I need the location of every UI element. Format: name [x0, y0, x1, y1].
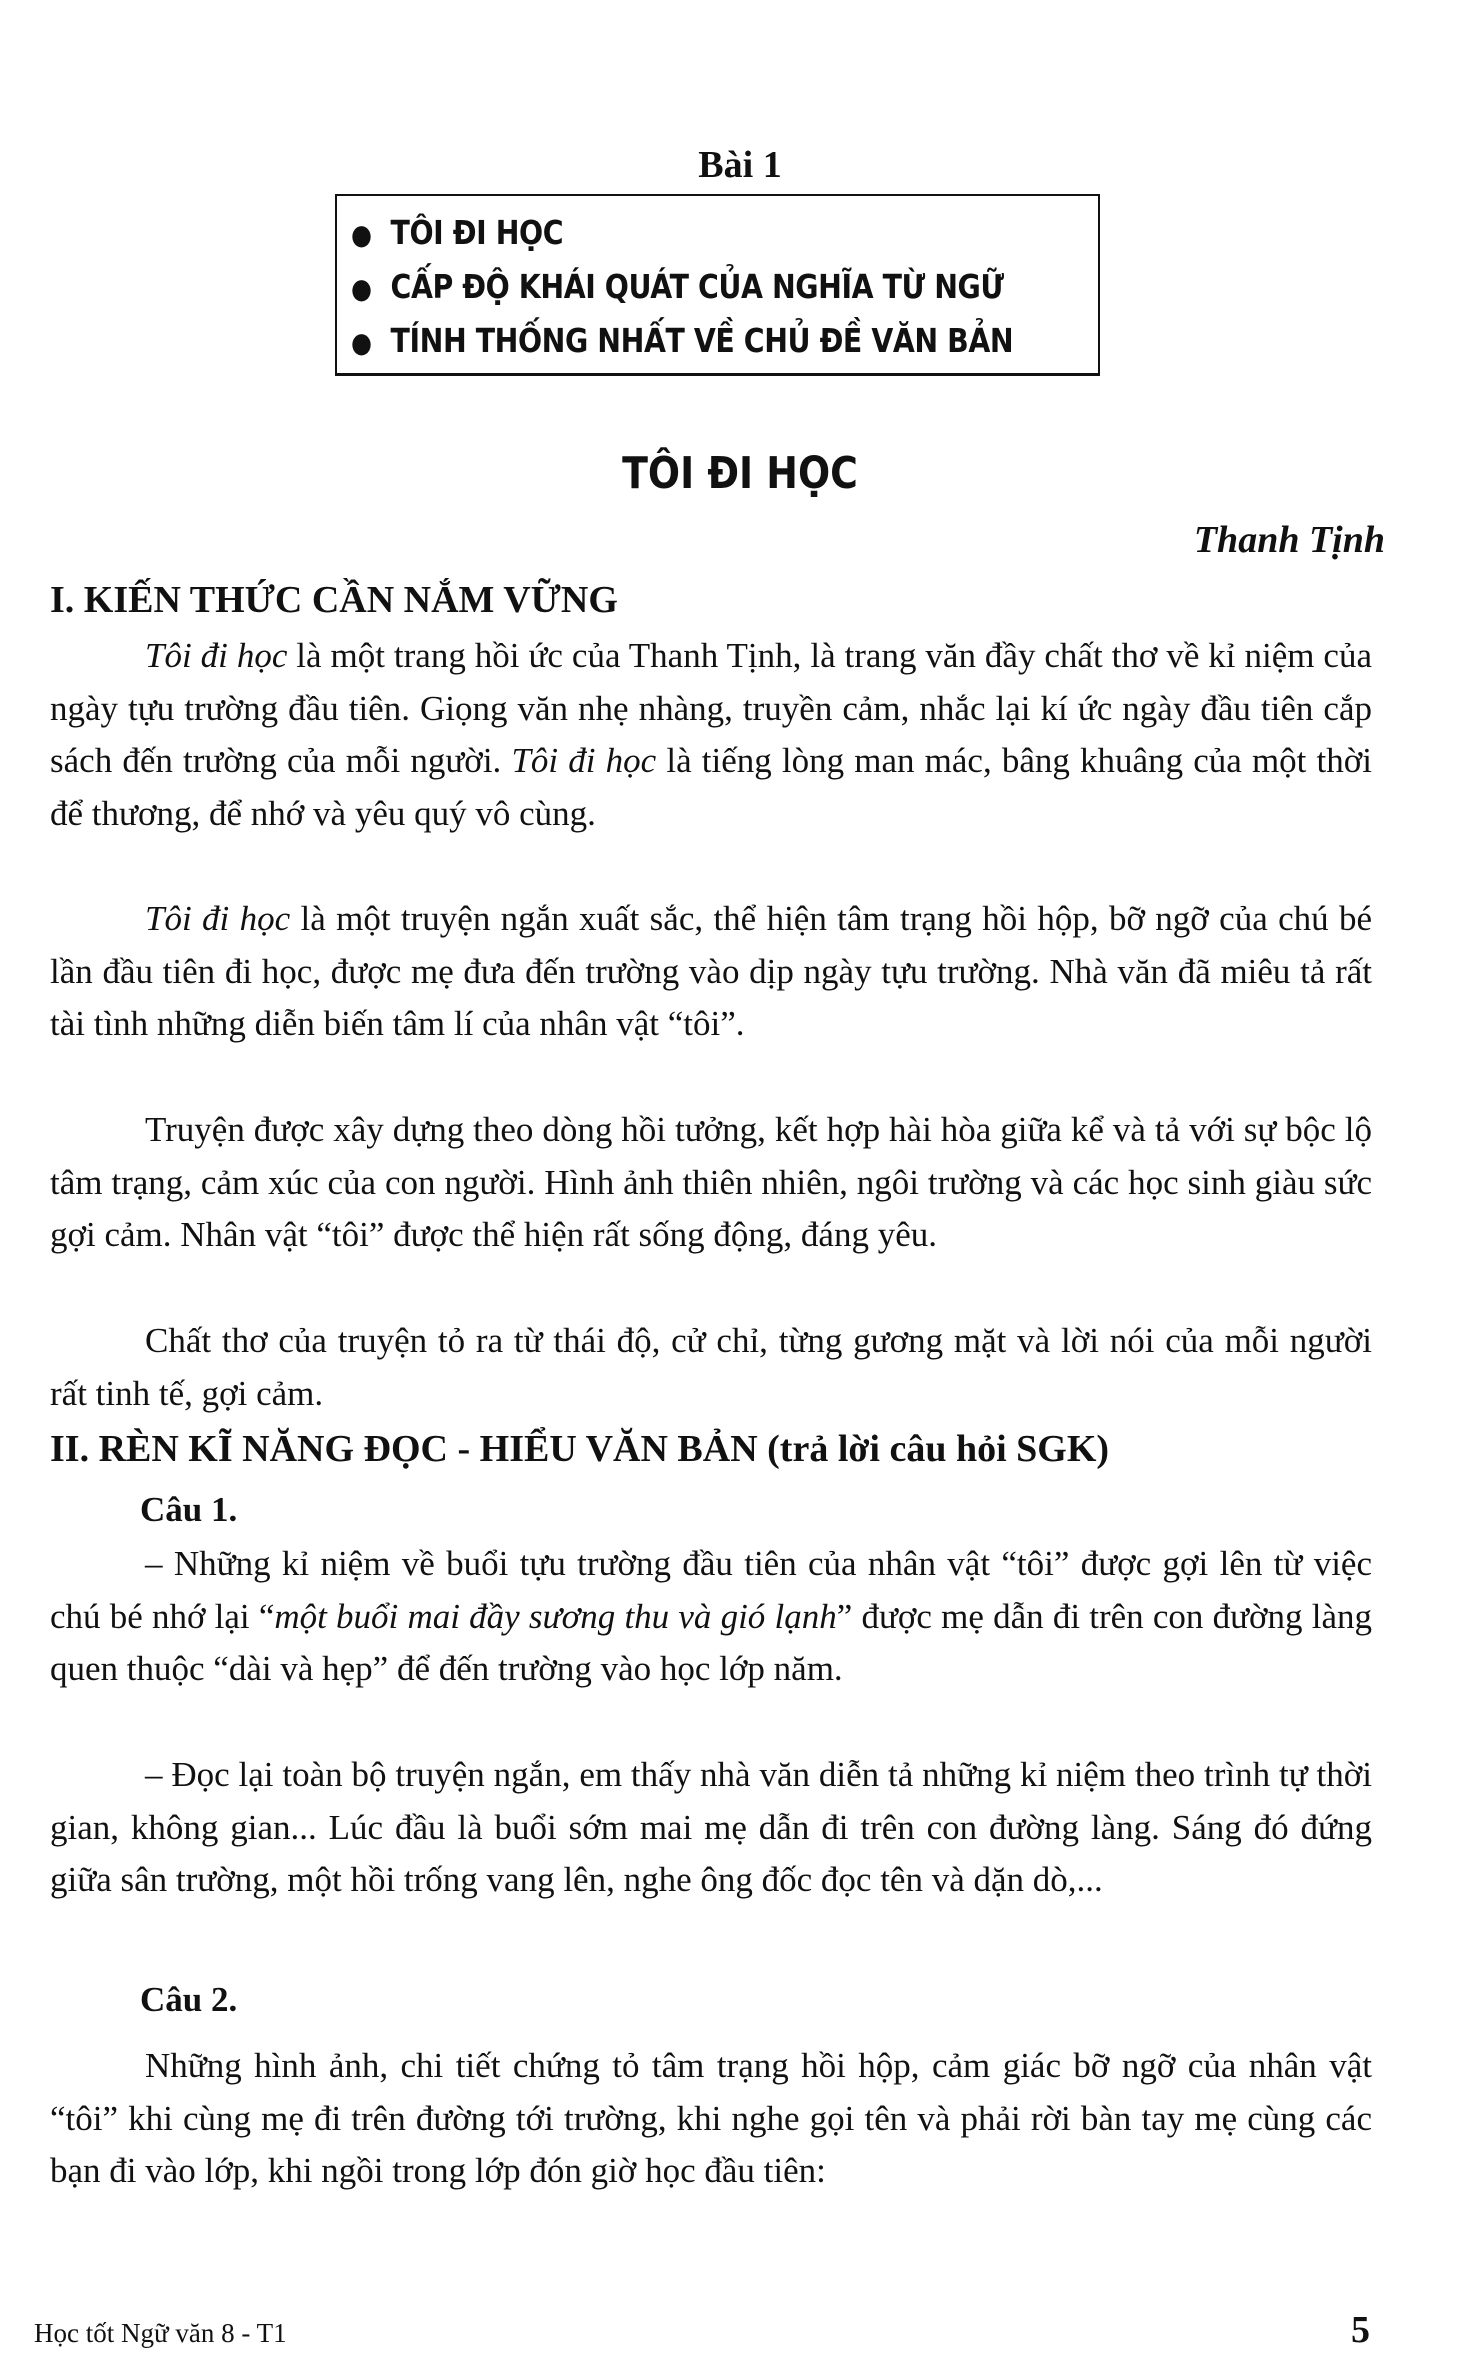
bullet-icon: ●: [351, 218, 372, 251]
bullet-icon: ●: [351, 326, 372, 359]
paragraph: Tôi đi học là một truyện ngắn xuất sắc, thể hiện tâm trạng hồi hộp, bỡ ngỡ của chú bé lần đầu tiên đi học, được mẹ đưa đến trường vào dịp ngày tựu trường. Nhà văn đã miêu tả rất tài tình những diễn biến tâm lí của nhân vật “tôi”.: [50, 899, 1372, 1043]
paragraph: Truyện được xây dựng theo dòng hồi tưởng, kết hợp hài hòa giữa kể và tả với sự bộc lộ tâm trạng, cảm xúc của con người. Hình ảnh thiên nhiên, ngôi trường và các học sinh giàu sức gợi cảm. Nhân vật “tôi” được thể hiện rất sống động, đáng yêu.: [50, 1110, 1372, 1254]
topic-item: [351, 206, 993, 260]
story-author: Thanh Tịnh: [1193, 519, 1385, 561]
topic-item: [351, 260, 1004, 314]
topic-label: TÍNH THỐNG NHẤT VỀ CHỦ ĐỀ VĂN BẢN: [390, 321, 1014, 360]
section-heading-knowledge: I. KIẾN THỨC CẦN NẮM VỮNG: [50, 579, 618, 621]
section-heading-reading: II. RÈN KĨ NĂNG ĐỌC - HIỂU VĂN BẢN (trả lời câu hỏi SGK): [50, 1428, 1110, 1470]
lesson-title: Bài 1: [698, 144, 782, 186]
question-label: Câu 1.: [140, 1490, 238, 1529]
topic-label: TÔI ĐI HỌC: [390, 213, 564, 252]
paragraph: Tôi đi học là một trang hồi ức của Thanh Tịnh, là trang văn đầy chất thơ về kỉ niệm của ngày tựu trường đầu tiên. Giọng văn nhẹ nhàng, truyền cảm, nhắc lại kí ức ngày đầu tiên cắp sách đến trường của mỗi người. Tôi đi học là tiếng lòng man mác, bâng khuâng của một thời để thương, để nhớ và yêu quý vô cùng.: [50, 636, 1372, 833]
paragraph: – Đọc lại toàn bộ truyện ngắn, em thấy nhà văn diễn tả những kỉ niệm theo trình tự thời gian, không gian... Lúc đầu là buổi sớm mai mẹ dẫn đi trên con đường làng. Sáng đó đứng giữa sân trường, một hồi trống vang lên, nghe ông đốc đọc tên và dặn dò,...: [50, 1755, 1372, 1899]
topic-item: [351, 314, 1014, 368]
footer-book-title: Học tốt Ngữ văn 8 - T1: [34, 2318, 287, 2348]
paragraph: Những hình ảnh, chi tiết chứng tỏ tâm trạng hồi hộp, cảm giác bỡ ngỡ của nhân vật “tôi” khi cùng mẹ đi trên đường tới trường, khi nghe gọi tên và phải rời bàn tay mẹ cùng các bạn đi vào lớp, khi ngồi trong lớp đón giờ học đầu tiên:: [50, 2046, 1372, 2190]
topic-label: CẤP ĐỘ KHÁI QUÁT CỦA NGHĨA TỪ NGỮ: [390, 267, 1004, 306]
question-label: Câu 2.: [140, 1980, 238, 2019]
page-number: 5: [1351, 2309, 1370, 2351]
lesson-topics-box: [335, 194, 1100, 376]
bullet-icon: ●: [351, 272, 372, 305]
paragraph: – Những kỉ niệm về buổi tựu trường đầu tiên của nhân vật “tôi” được gợi lên từ việc chú bé nhớ lại “một buổi mai đầy sương thu và gió lạnh” được mẹ dẫn đi trên con đường làng quen thuộc “dài và hẹp” để đến trường vào học lớp năm.: [50, 1544, 1372, 1688]
paragraph: Chất thơ của truyện tỏ ra từ thái độ, cử chỉ, từng gương mặt và lời nói của mỗi người rất tinh tế, gợi cảm.: [50, 1321, 1372, 1413]
story-title: TÔI ĐI HỌC: [622, 448, 858, 499]
